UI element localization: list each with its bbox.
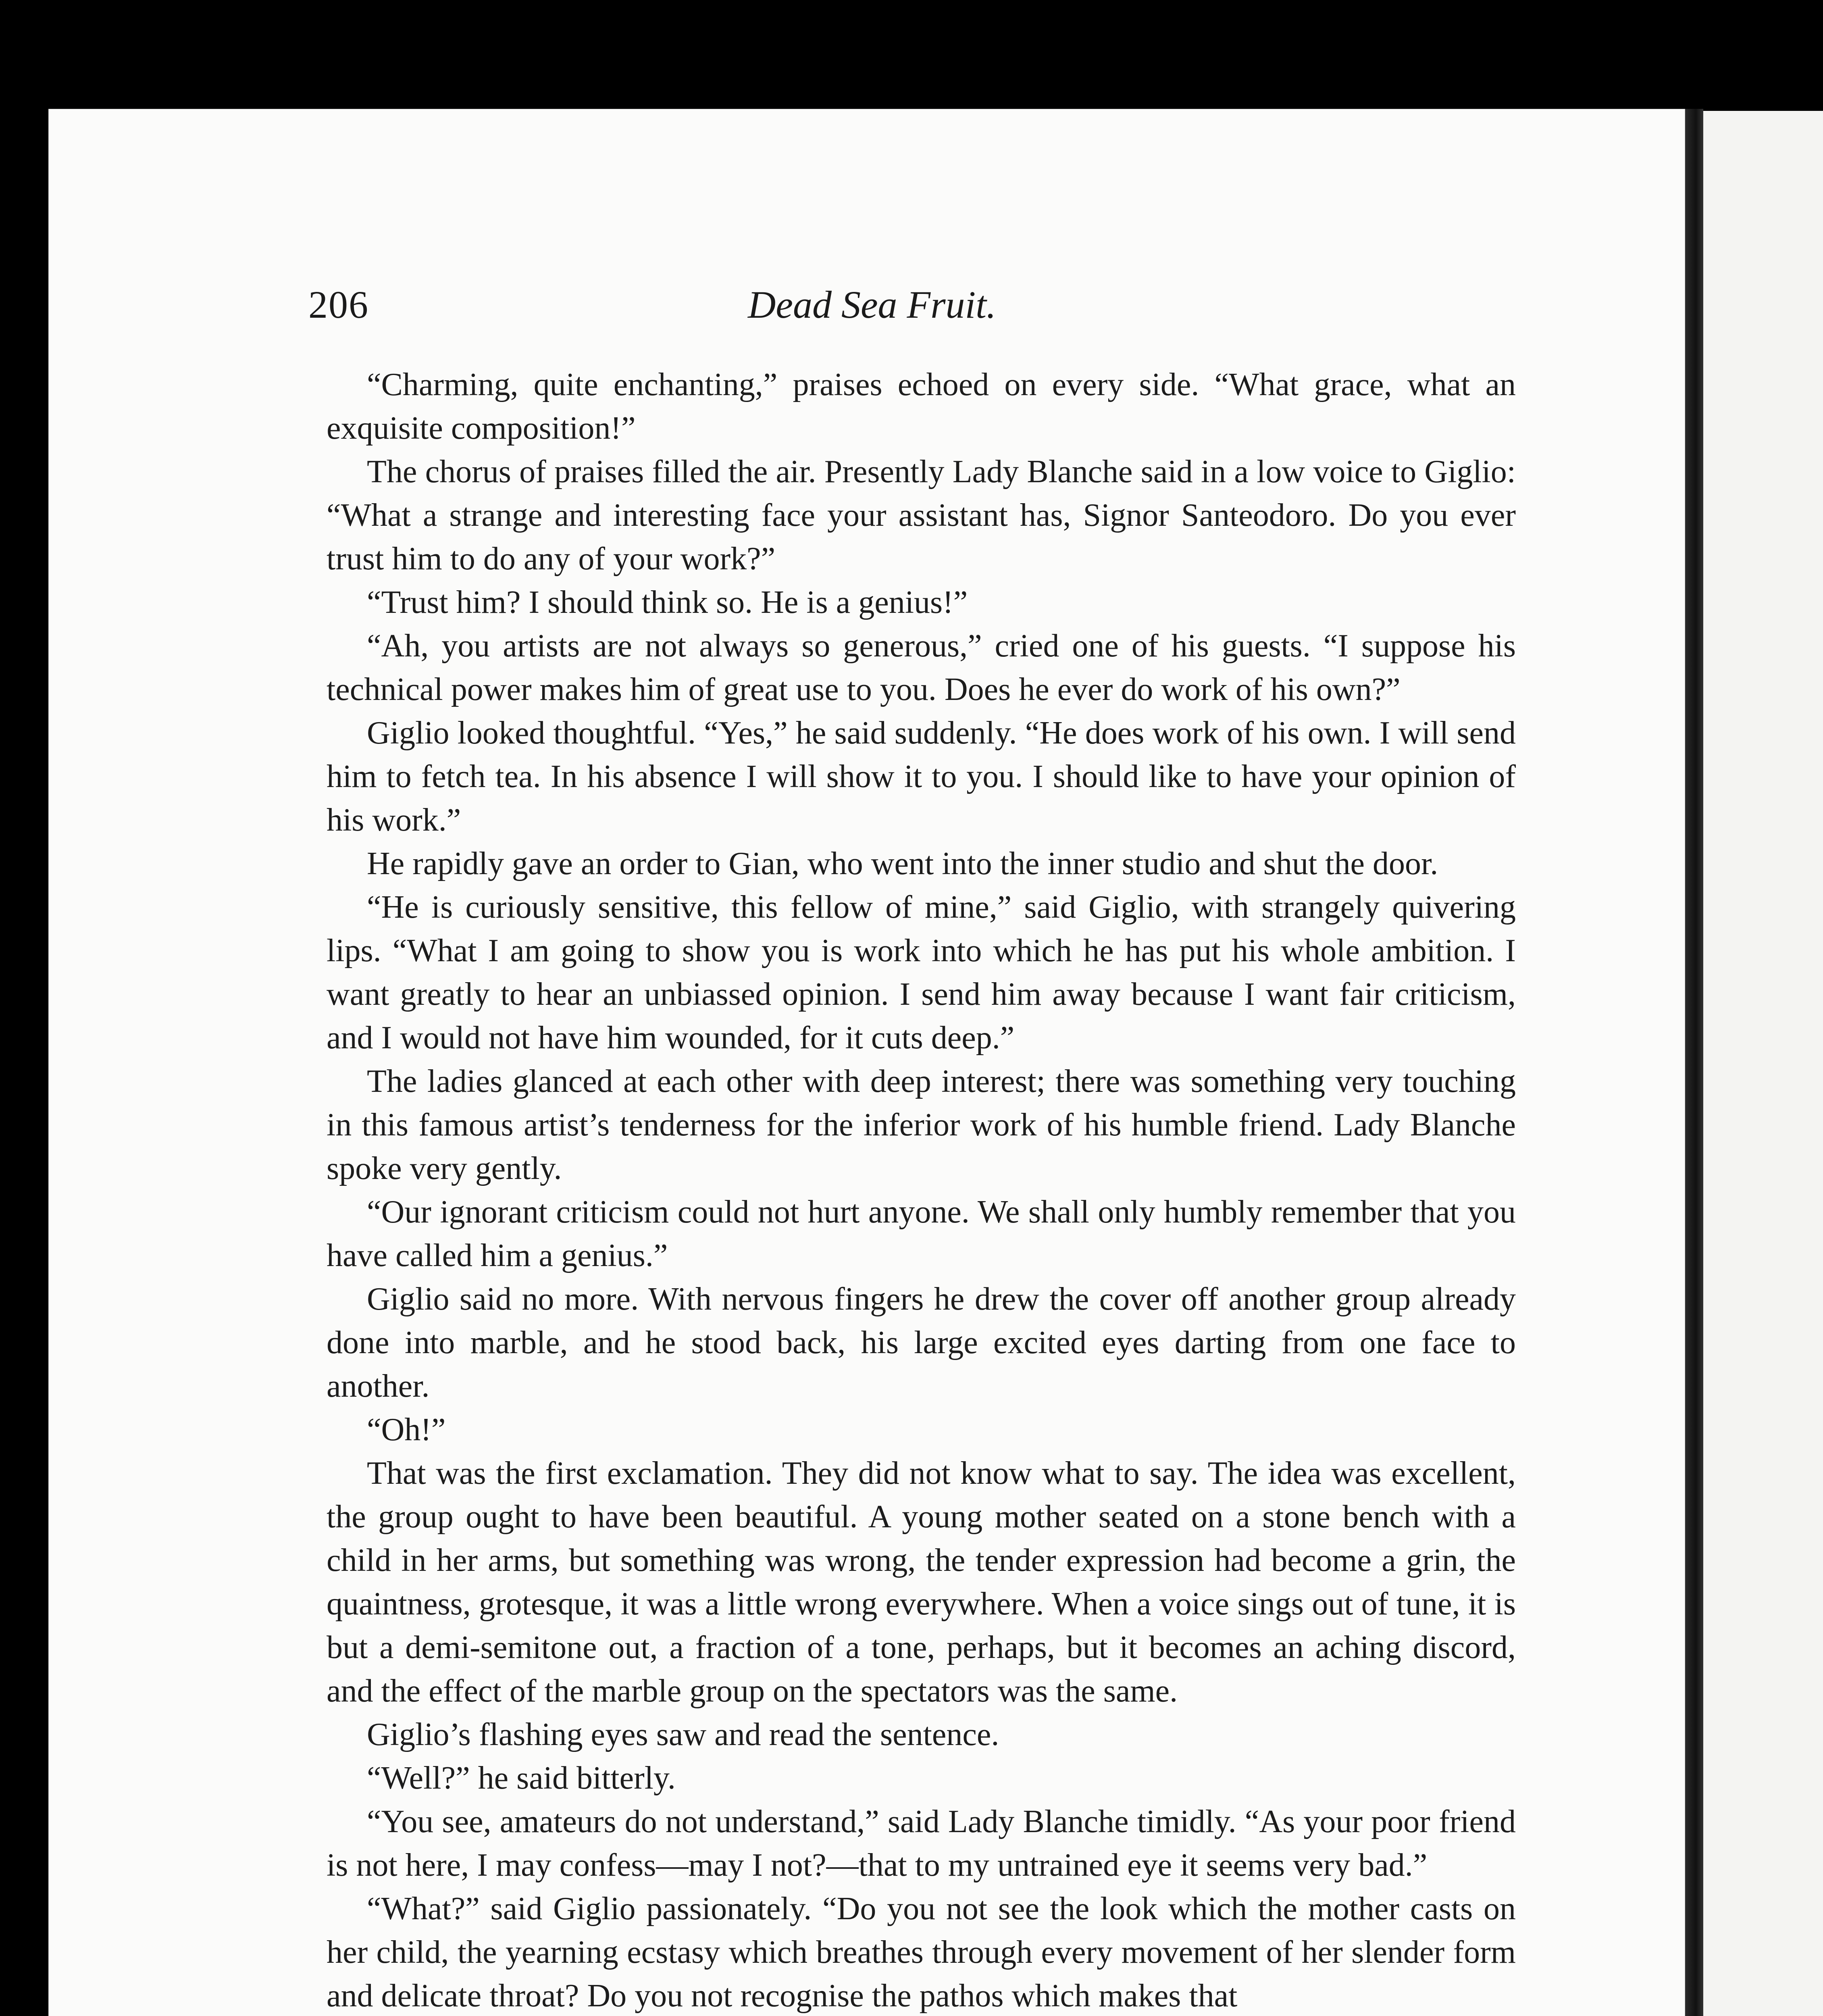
running-title: Dead Sea Fruit. (748, 283, 996, 326)
page-gutter (1685, 109, 1703, 2016)
body-text (327, 363, 1516, 2016)
running-head (308, 282, 1514, 339)
paragraph: The ladies glanced at each other with deep interest; there was something very touching in this famous artist’s tenderness for the inferior work of his humble friend. Lady Blanche spoke very gently. (327, 1064, 1516, 1186)
paragraph: “Charming, quite enchanting,” praises echoed on every side. “What grace, what an exquisite composition!” (327, 367, 1516, 446)
paragraph: Giglio looked thoughtful. “Yes,” he said suddenly. “He does work of his own. I will send him to fetch tea. In his absence I will show it to you. I should like to have your opinion of his work.” (327, 715, 1516, 838)
paragraph: Giglio said no more. With nervous fingers he drew the cover off another group already done into marble, and he stood back, his large excited eyes darting from one face to another. (327, 1281, 1516, 1404)
paragraph: “Oh!” (367, 1412, 446, 1447)
paragraph: “Ah, you artists are not always so generous,” cried one of his guests. “I suppose his technical power makes him of great use to you. Does he ever do work of his own?” (327, 628, 1516, 707)
paragraph: “Our ignorant criticism could not hurt anyone. We shall only humbly remember that you have called him a genius.” (327, 1194, 1516, 1273)
paragraph: He rapidly gave an order to Gian, who went into the inner studio and shut the door. (367, 846, 1438, 881)
page-number: 206 (308, 283, 369, 326)
paragraph: “What?” said Giglio passionately. “Do you not see the look which the mother casts on her child, the yearning ecstasy which breathes through every movement of her slender form and delicate throat? Do you not recognise the pathos which makes that (327, 1891, 1516, 2014)
paragraph: “Well?” he said bitterly. (367, 1760, 676, 1796)
paragraph: The chorus of praises filled the air. Presently Lady Blanche said in a low voice to Giglio: “What a strange and interesting face your assistant has, Signor Santeodoro. Do you ever trust him to do any of your work?” (327, 454, 1516, 577)
paragraph: That was the first exclamation. They did not know what to say. The idea was excellent, the group ought to have been beautiful. A young mother seated on a stone bench with a child in her arms, but something was wrong, the tender expression had become a grin, the quaintness, grotesque, it was a little wrong everywhere. When a voice sings out of tune, it is but a demi-semitone out, a fraction of a tone, perhaps, but it becomes an aching discord, and the effect of the marble group on the spectators was the same. (327, 1456, 1516, 1709)
paragraph: “You see, amateurs do not understand,” said Lady Blanche timidly. “As your poor friend is not here, I may confess—may I not?—that to my untrained eye it seems very bad.” (327, 1804, 1516, 1883)
facing-page-edge (1703, 111, 1823, 2016)
paragraph: “Trust him? I should think so. He is a genius!” (367, 585, 968, 620)
paragraph: Giglio’s flashing eyes saw and read the sentence. (367, 1717, 999, 1752)
paragraph: “He is curiously sensitive, this fellow of mine,” said Giglio, with strangely quivering lips. “What I am going to show you is work into which he has put his whole ambition. I want greatly to hear an unbiassed opinion. I send him away because I want fair criticism, and I would not have him wounded, for it cuts deep.” (327, 889, 1516, 1056)
